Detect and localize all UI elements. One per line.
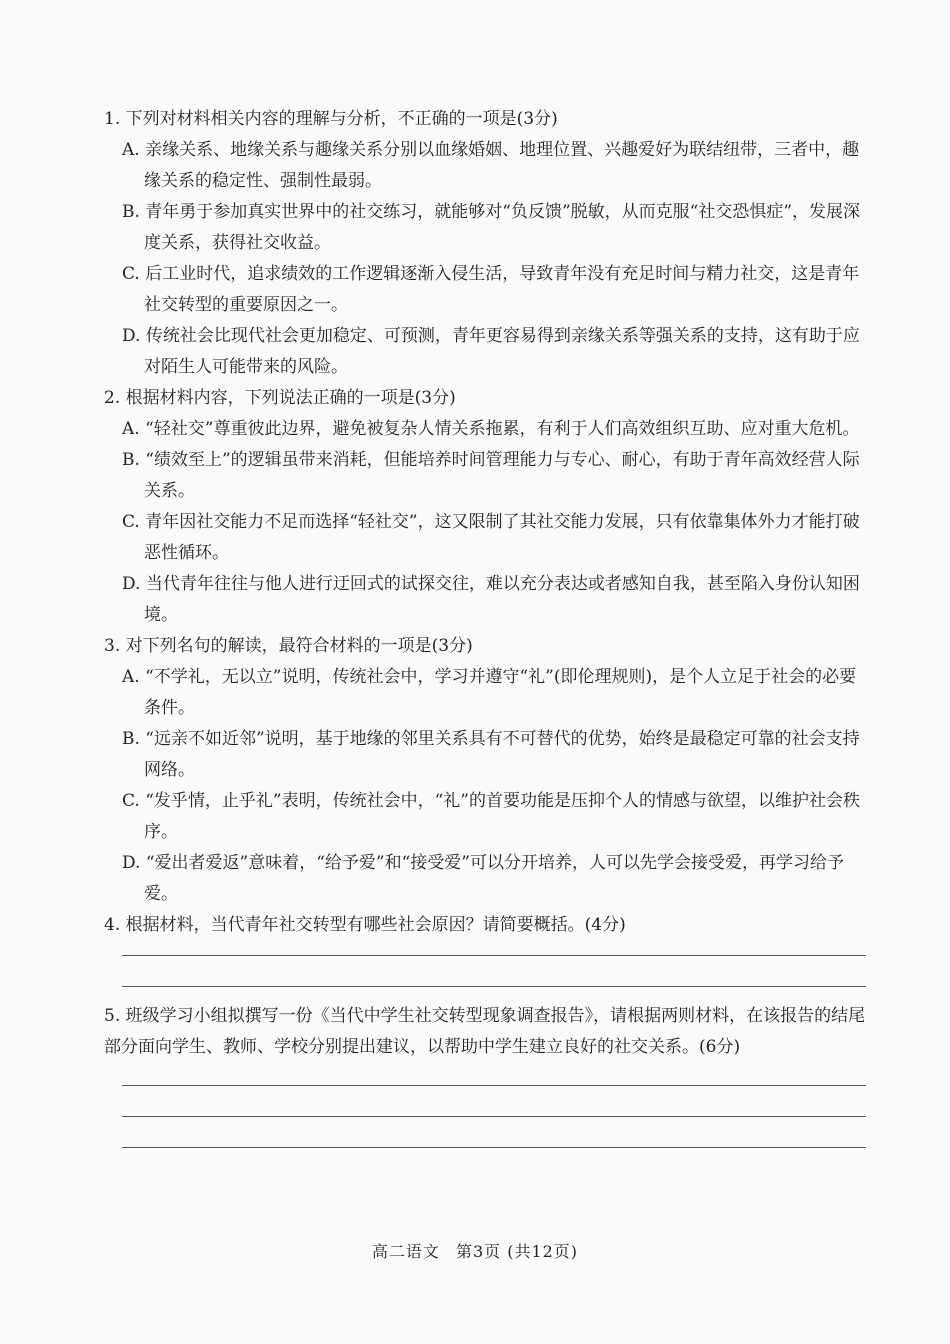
question-4 bbox=[104, 910, 866, 987]
question-stem: 3. 对下列名句的解读，最符合材料的一项是(3分) bbox=[104, 636, 473, 656]
option-c: C. 后工业时代，追求绩效的工作逻辑逐渐入侵生活，导致青年没有充足时间与精力社交，这是青年社交转型的重要原因之一。 bbox=[122, 264, 860, 315]
page-footer bbox=[0, 1236, 950, 1267]
option-d: D. 传统社会比现代社会更加稳定、可预测，青年更容易得到亲缘关系等强关系的支持，这有助于应对陌生人可能带来的风险。 bbox=[122, 326, 860, 377]
option-b: B. “绩效至上”的逻辑虽带来消耗，但能培养时间管理能力与专心、耐心，有助于青年高效经营人际关系。 bbox=[122, 450, 860, 501]
answer-line bbox=[122, 955, 866, 956]
option-b: B. 青年勇于参加真实世界中的社交练习，就能够对“负反馈”脱敏，从而克服“社交恐惧症”，发展深度关系，获得社交收益。 bbox=[122, 202, 861, 253]
option-d: D. “爱出者爱返”意味着，“给予爱”和“接受爱”可以分开培养，人可以先学会接受爱，再学习给予爱。 bbox=[122, 853, 844, 904]
answer-line bbox=[122, 1147, 866, 1148]
option-a: A. “不学礼，无以立”说明，传统社会中，学习并遵守“礼”(即伦理规则)，是个人立足于社会的必要条件。 bbox=[122, 667, 857, 718]
question-stem: 1. 下列对材料相关内容的理解与分析，不正确的一项是(3分) bbox=[104, 109, 558, 129]
answer-line bbox=[122, 986, 866, 987]
answer-area[interactable] bbox=[122, 1085, 866, 1148]
answer-area[interactable] bbox=[122, 955, 866, 987]
option-c: C. “发乎情，止乎礼”表明，传统社会中，“礼”的首要功能是压抑个人的情感与欲望，以维护社会秩序。 bbox=[122, 791, 860, 842]
footer-subject: 高二语文 bbox=[371, 1242, 440, 1261]
footer-page-number: 第3页 (共12页) bbox=[455, 1242, 579, 1261]
question-2 bbox=[104, 383, 866, 631]
answer-line bbox=[122, 1085, 866, 1086]
option-b: B. “远亲不如近邻”说明，基于地缘的邻里关系具有不可替代的优势，始终是最稳定可靠的社会支持网络。 bbox=[122, 729, 860, 780]
question-1 bbox=[104, 104, 866, 383]
question-stem: 5. 班级学习小组拟撰写一份《当代中学生社交转型现象调查报告》，请根据两则材料，在该报告的结尾部分面向学生、教师、学校分别提出建议，以帮助中学生建立良好的社交关系。(6分) bbox=[104, 1006, 866, 1057]
option-c: C. 青年因社交能力不足而选择“轻社交”，这又限制了其社交能力发展，只有依靠集体外力才能打破恶性循环。 bbox=[122, 512, 860, 563]
question-stem: 2. 根据材料内容，下列说法正确的一项是(3分) bbox=[104, 388, 456, 408]
question-5 bbox=[104, 1001, 866, 1148]
answer-line bbox=[122, 1116, 866, 1117]
question-stem: 4. 根据材料，当代青年社交转型有哪些社会原因？请简要概括。(4分) bbox=[104, 915, 626, 935]
option-a: A. 亲缘关系、地缘关系与趣缘关系分别以血缘婚姻、地理位置、兴趣爱好为联结纽带，三者中，趣缘关系的稳定性、强制性最弱。 bbox=[122, 140, 860, 191]
option-d: D. 当代青年往往与他人进行迂回式的试探交往，难以充分表达或者感知自我，甚至陷入身份认知困境。 bbox=[122, 574, 860, 625]
option-a: A. “轻社交”尊重彼此边界，避免被复杂人情关系拖累，有利于人们高效组织互助、应对重大危机。 bbox=[122, 419, 860, 439]
question-3 bbox=[104, 631, 866, 910]
